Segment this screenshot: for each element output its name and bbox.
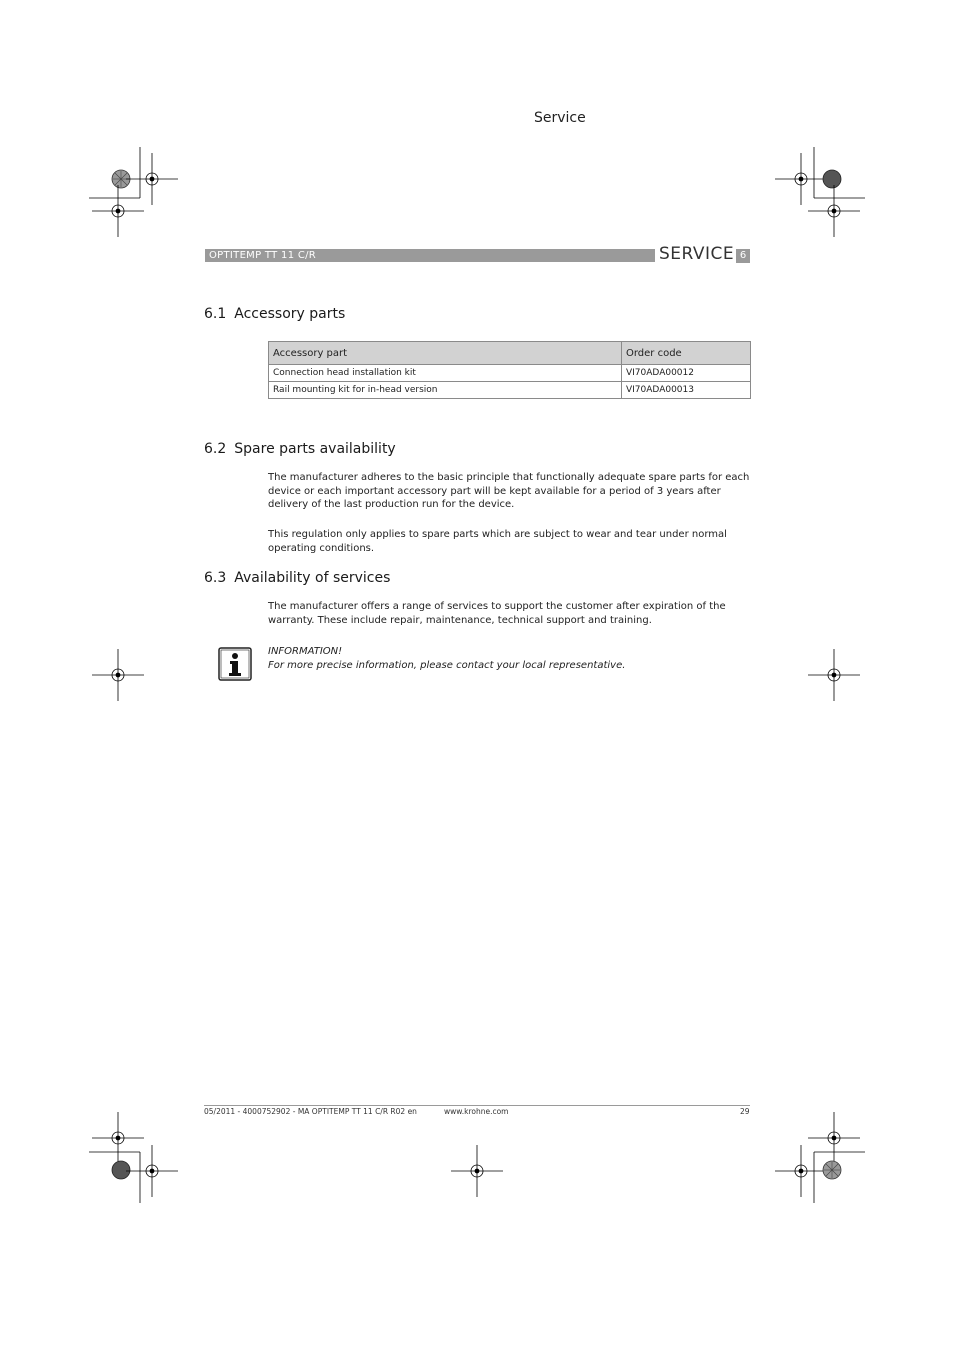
spare-parts-paragraph-2: This regulation only applies to spare parts which are subject to wear and tear under normal operating conditions. [268,529,727,554]
table-cell-order-code: VI70ADA00012 [622,365,751,382]
table-cell-accessory-part: Rail mounting kit for in-head version [269,382,622,399]
information-text: For more precise information, please contact your local representative. [268,660,626,671]
table-cell-order-code: VI70ADA00013 [622,382,751,399]
header-chapter-title: SERVICE [659,244,735,264]
section-title: Availability of services [234,570,391,586]
column-header-order-code: Order code [622,342,751,365]
header-product-name: OPTITEMP TT 11 C/R [209,250,317,261]
footer-page-number: 29 [740,1107,750,1116]
section-number: 6.2 [204,441,227,457]
footer-website: www.krohne.com [444,1107,509,1116]
section-title: Spare parts availability [234,441,396,457]
section-number: 6.1 [204,306,227,322]
column-header-accessory-part: Accessory part [269,342,622,365]
section-number: 6.3 [204,570,227,586]
services-paragraph: The manufacturer offers a range of services to support the customer after expiration of the warranty. These include repair, maintenance, technical support and training. [268,601,726,626]
information-title: INFORMATION! [268,646,343,657]
running-title: Service [534,110,586,126]
section-title: Accessory parts [234,306,346,322]
footer-document-reference: 05/2011 - 4000752902 - MA OPTITEMP TT 11 C/R R02 en [204,1107,417,1116]
header-chapter-number: 6 [736,249,750,263]
spare-parts-paragraph-1: The manufacturer adheres to the basic principle that functionally adequate spare parts for each device or each important accessory part will be kept available for a period of 3 years after delivery of the last production run for the device. [268,472,750,510]
table-cell-accessory-part: Connection head installation kit [269,365,622,382]
